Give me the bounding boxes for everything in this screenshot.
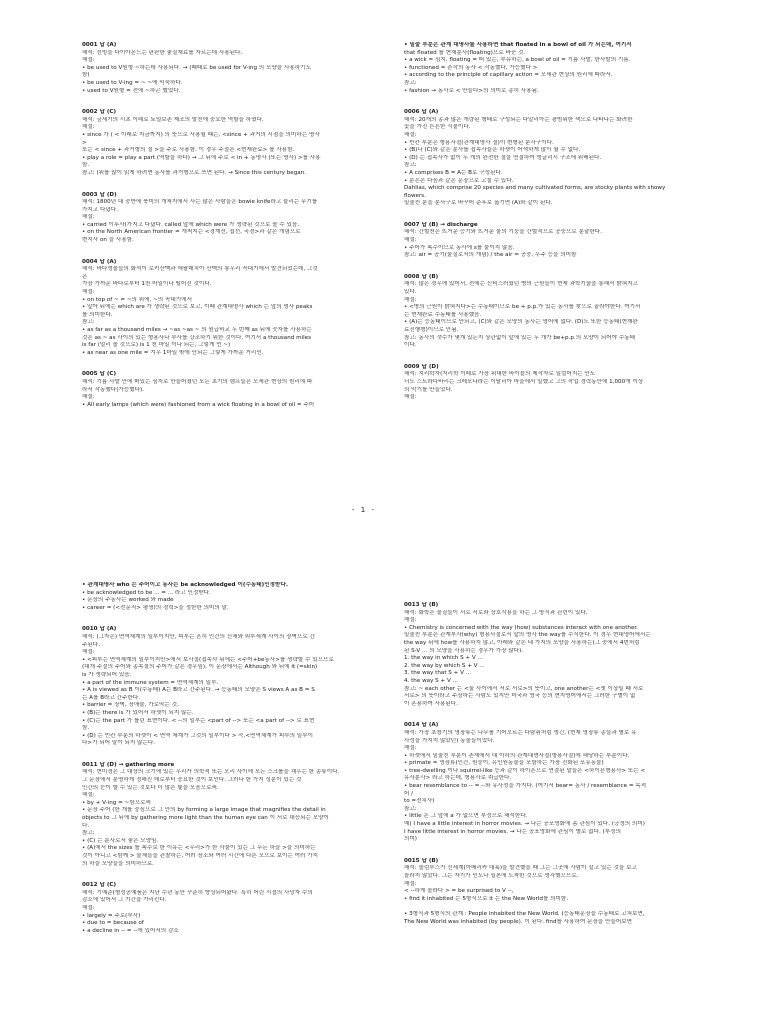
entry-line: 참고: (위를 많이 읽게 하려면 동사를 과거형으로 쓰면 된다. → Since this century began. — [82, 169, 307, 176]
entry-line: 참고: — [82, 830, 95, 837]
entry-0010 — [82, 626, 392, 748]
entry-line: 2. the way by which S + V ... — [404, 662, 485, 669]
entry-line: • 빈칸 부분은 형용사절(관계대명사 절)이 변형된 분사구이다. — [404, 139, 554, 146]
entry-line: 해석: 20개의 종과 많은 개량된 형태로 구성되는 다알리아는 광범위한 색으로 나타나는 화려한 — [404, 116, 633, 123]
entry-heading: • 밑줄 부분은 관계 대명사를 사용하면 that floated in a bowl of oil 가 되는데, 여기서 — [404, 42, 632, 48]
entry-0003 — [82, 192, 392, 245]
entry-line: 이 혼용하여 사용된다. — [404, 700, 458, 707]
entry-line: 해설: — [404, 745, 417, 752]
entry-line: objects to 그 뒤에 by gathering more light than the human eye can 이 서로 대응되는 모양이 — [82, 815, 329, 822]
entry-line: 함. — [82, 725, 90, 732]
entry-line: 것은 as ~ as 사이의 있는 형용사나 부사를 강조하기 위한 것이다. 여기서 a thousand miles — [82, 334, 312, 341]
entry-line: • A comprises B = A는 B로 구성된다. — [404, 169, 503, 176]
entry-line: 예) I have a little interest in horror movies. → 나는 공포영화에 좀 관심이 있다. (긍정의 의미) — [404, 821, 645, 828]
entry-line: • (B)나 (C)와 같은 분사를 접속사들은 하셋이 어색하게 많이 될 수 없다. — [404, 147, 581, 154]
entry-line: 해설: — [82, 394, 95, 401]
entry-line: • on top of ~ = ~의 위에, ~의 꼭대기에서 — [82, 296, 192, 303]
entry-line: 참고: — [404, 162, 417, 169]
entry-line: • barrier = 장벽, 장애물, 가로막는 것. — [82, 702, 179, 709]
entry-line: 해설: — [404, 131, 417, 138]
entry-line: 해석: 선빙을 다이아몬드는 판판한 좋질재료를 자르는데 사용된다. — [82, 49, 243, 56]
entry-line: 를 의미한다. — [82, 311, 113, 318]
entry-line: 서로> 의 뜻이라고 주장하는 사람도 있지만 미국과 영국 등의 현지영어에서는 그러한 구별이 없 — [404, 693, 636, 700]
entry-line: 해석: 화학은 물질들이 서로 서로와 상호작용을 하는 그 방식과 관련이 있다. — [404, 609, 588, 616]
entry-heading: 0014 답 (A) — [404, 722, 439, 729]
entry-line: • <병의 근원이 밝혀지다>는 수동태이므로 be + p.p.가 있는 동사를 찾으로 골라야한다. 여기서 — [404, 304, 641, 311]
entry-line: • (B)는 there is 가 있어서 하셋이 되지 않는. — [82, 709, 194, 716]
entry-line: • 문장 주어 (한 개를 중심으로 그 안의 by forming a large image that magnifies the detail in — [82, 807, 326, 814]
entry-line: the way 뒤에 how를 사용하지 않고, 아래와 같은 네 가지의 모양을 사용하는(그 중에서 4번처럼 — [404, 639, 640, 646]
entry-line: • a wick = 심지, floating = 떠 있는, 부유하는, a bowl of oil = 기름 사발, 한사발의 기름. — [404, 57, 631, 64]
entry-line: 의 악기를 만들었다. — [404, 386, 453, 393]
entry-line: • a part of the immune system = 면역체계의 일부. — [82, 679, 219, 686]
entry-line: 사성을 가지지 않았던) 동물들이었다. — [404, 737, 495, 744]
entry-line: • as near as one mile = 겨우 1마일 밖에 안되는 그렇게 가까운 거리인. — [82, 349, 264, 356]
entry-line: 참고: — [404, 805, 417, 812]
entry-line: • as far as a thousand miles → ~as ~as ~ 의 원급비교 두 번째 as 뒤에 숫자를 사용하는 — [82, 327, 312, 333]
entry-line: 해설: — [404, 237, 417, 244]
entry-heading: • 관계대명사 who 는 주어이고 동사는 be acknowledged 이(수동태)인정받다. — [82, 582, 288, 588]
entry-line: 또는 < since + 과거형의 절 >을 주로 사용함. 이 경우 주절은 <현재완료> 를 사용함. — [82, 147, 295, 154]
entry-heading: 0005 답 (C) — [82, 371, 117, 378]
entry-line: 해설: — [82, 124, 95, 131]
entry-line: • be acknowledged to be ... = ... 라고 인정받다. — [82, 589, 211, 596]
entry-line: • carried 이후사(가지고 다녔다. called 앞에 which were 가 생략된 것으로 볼 수 있음. — [82, 221, 300, 228]
entry-line: 주된다. — [82, 641, 100, 648]
entry-0009-continued — [82, 582, 392, 612]
entry-line: 너도 스트라다바리는 크레모나라는 이탈리아 마을에서 일했고 그의 작업 경력동안에 1,000개 이상 — [404, 378, 644, 385]
entry-line: 해석: 현미경은 그 대상의 크기에 있는 우리가 의학적 또는 오리 사이에 모든 스크롤을 채우는 한 종류이다. — [82, 769, 340, 776]
entry-line: The New World was inhabited (by people). 이 된다. find를 사용하여 문장을 만들어보면 — [404, 918, 633, 925]
entry-line: is 가 생략되어 있음. — [82, 671, 132, 678]
entry-line: • tree-dwelling 이나 squirrel-like 등과 같이 하이픈으로 연결된 말들은 <하이픈형용사> 또는 < — [404, 767, 646, 774]
entry-line: • A is viewed as B 이(수동태) A는 B라고 간주된다. → 능동태의 모양은 S views A as B = S — [82, 687, 315, 694]
entry-line: 1. the way in which S + V ... — [404, 655, 483, 662]
entry-line: 해석: 많은 경우에 있어서, 전에는 신비스러웠던 병의 근원들이 현재 과학기술을 통해서 밝혀지고 — [404, 281, 638, 288]
entry-line: • fashion → 동사로 < 만들다>의 의미로 종히 사용됨. — [404, 87, 539, 94]
entry-0001 — [82, 42, 392, 95]
entry-line: 해석: 금세기의 시초 이래로 토털보존 제조의 발전에 중요한 역할을 하였다. — [82, 116, 264, 123]
entry-line: • find it inhabited 는 5형식으로 it 는 the New World를 의미함. — [404, 895, 569, 902]
entry-line: 어 / — [404, 790, 414, 797]
entry-line: • (A)에서 the sizes 를 복수로 한 이유는 <우리>가 한 사물이 있는 그 무든 하늘 >을 의미하는 — [82, 845, 316, 852]
entry-line: 해석: 기름 사발 안에 떠있는 심지로 만들어졌던 모든 초기의 램프들은 모세관 현상의 원리에 따 — [82, 378, 313, 385]
entry-line: • 분은은 다음과 같은 문장으로 고칠 수 있다. — [404, 177, 514, 184]
entry-line: 해설: — [82, 649, 95, 656]
entry-line: • career = (<전문직> 평생)의 경력>을 정한한 의미의 말. — [82, 604, 229, 611]
entry-line: 해설: — [404, 880, 417, 887]
entry-0007 — [404, 222, 716, 260]
entry-line: 는 A를 B라고 간주한다. — [82, 694, 141, 701]
entry-line: 해석: (그자손) 면역체계의 일부이지만, 피부는 흔히 인간의 신체와 외부세계 사이의 장벽으로 간 — [82, 633, 315, 640]
entry-line: • be used to V원형 ~하는데 사용되다. → (때때로 be used for V-ing 의 모양을 사용하기도 — [82, 64, 311, 71]
entry-line: 밑줄친 부분은 관계부사(why) 형용사절로서 앞의 명사 the way를 수식한다. 이 경우 현대영어에서는 — [404, 632, 651, 639]
entry-line: • used to V원형 = 전에 ~하곤 했었다. — [82, 87, 181, 94]
entry-line: 참고: — [404, 79, 417, 86]
entry-line: > — [82, 139, 87, 146]
entry-line: 감소에 있어서 그 기간을 가리킨다. — [82, 897, 167, 904]
entry-line: 해석: 기예준(형성공예품은 지난 수년 동안 꾸준히 향상되어왔다. 특히 어린 시절의 사망자 수의 — [82, 889, 313, 896]
entry-heading: 0013 답 (B) — [404, 602, 439, 608]
entry-heading: 0003 답 (D) — [82, 191, 117, 198]
entry-line: 다. — [82, 822, 90, 829]
column-left-top — [82, 42, 392, 423]
entry-heading: 0001 답 (A) — [82, 42, 117, 48]
entry-heading: 0010 답 (A) — [82, 626, 117, 633]
entry-line: Dahlias, which comprise 20 species and many cultivated forms, are stocky plants with showy — [404, 185, 666, 192]
entry-heading: 0011 답 (D) → gathering more — [82, 761, 175, 768]
entry-line: 함. — [82, 162, 90, 169]
entry-line: 있다. — [404, 289, 417, 296]
entry-line: • 앞아 뒤에는 which are 가 생략된 것으로 보고, 이때 관계대명사 which 는 앞의 명사 peaks — [82, 304, 313, 311]
entry-line: 참고: — [82, 319, 95, 326]
entry-line: 변지사 on 을 사용함. — [82, 237, 134, 244]
entry-line: 해설: — [82, 904, 95, 911]
entry-0009 — [404, 364, 716, 402]
entry-line: • largely = 주로(부사) — [82, 912, 141, 919]
entry-heading: 0007 답 (B) → discharge — [404, 221, 478, 228]
entry-line — [404, 903, 716, 911]
entry-line: 인간의 눈이 할 수 있는 것보다 더 많은 빛을 모음으로써. — [82, 784, 219, 791]
entry-line: 유사분사> 라고 하는데, 형용사로 취급한다. — [404, 775, 512, 782]
entry-line: 것이 아니고 <함께 > 물체들을 관찰하는, 여러 장소와 여러 시간에 다른 모으로 보이는 여러 가지 — [82, 853, 318, 859]
entry-line: 해석: 콜럼부스가 신세계(아메리카 대륙)을 발견했을 때 그는 그곳에 사람이 살고 있는 것을 보고 — [404, 865, 637, 872]
entry-line: • bear resemblance to -- = --와 유사성을 가지다. (여기서 bear= 동사 / resemblance = 목적 — [404, 783, 647, 790]
entry-line: 해설: — [404, 296, 417, 303]
entry-line: • little 은 그 앞에 a 가 없으면 부정으로 해석한다. — [404, 813, 528, 820]
entry-0015 — [404, 858, 716, 926]
entry-line: 해석: 가장 초창기의 영장류는 나무를 기어오르는 다람쥐처럼 생긴, (현재 영장류 종들과 별로 유 — [404, 729, 637, 736]
entry-line: • due to = because of — [82, 920, 144, 927]
entry-0005-continued — [404, 42, 716, 95]
entry-line: • on the North American frontier = 개척지는 <경계선, 접선, 국경>과 같은 개념으로 — [82, 229, 301, 236]
entry-line: 해석: 1800년 대 중반에 북미의 개척지에서 사는 많은 사람들은 bowie knife라고 불리는 무기를 — [82, 199, 318, 206]
entry-line: flowers. — [404, 192, 426, 199]
entry-line: 해설: — [404, 394, 417, 401]
entry-line: that floated 를 현재분사(floating)으로 바꾼 것. — [404, 49, 526, 56]
entry-line: • All early lamps (which were) fashioned from a wick floating in a bowl of oil = 주어 — [82, 401, 315, 408]
entry-line: • a decline in -- = --에 있어서의 감소 — [82, 927, 179, 934]
entry-line: 3. the way that S + V ... — [404, 670, 472, 677]
column-left-bottom — [82, 582, 392, 949]
entry-heading: 0008 답 (B) — [404, 273, 439, 280]
entry-line: 해설: — [404, 617, 417, 624]
entry-line: 된 S-V ... 의 모양을 사용하는 경우가 가장 많다). — [404, 647, 524, 654]
entry-line: 밑줄친 분을 분사구로 바꾸어 준후로 옮기면 (A)와 같이 된다. — [404, 200, 553, 207]
entry-heading: 0012 답 (C) — [82, 882, 117, 889]
entry-line: • (C)는 the part 가 틀린 표현이다. < --의 일부는 <part of --> 또는 <a part of --> 로 표현 — [82, 717, 315, 724]
entry-line: 참고: 동사의 갯수가 몇개 있든지 상관없이 앞에 있는 두 개가 be+p.p.의 모양이 되어야 수동태 — [404, 334, 636, 341]
entry-line: • according to the principle of capillary action = 모세관 현상의 원리에 따라서. — [404, 72, 613, 79]
entry-line: 은 — [82, 273, 88, 280]
entry-0006 — [404, 109, 716, 208]
page-number: - 1 - — [352, 506, 376, 514]
entry-line: I have little interest in horror movies. → 나는 공포영화에 관심이 별로 없다. (부정의 — [404, 828, 621, 835]
entry-line: 해석: 지리학자(지리학 이래로 가장 위대한 바이블의 제작자로 일컬어지는 안도 — [404, 371, 596, 378]
entry-line: • since 가 ( < 이래로 지금까지) 의 뜻으로 사용될 때는, <since + 과거의 시점을 의미하는 명사 — [82, 131, 320, 138]
entry-line: (대개 주절의 주어와 종속절의 주어가 같은 경우임), 이 문장에서는 Although 와 뒤에 it (=skin) — [82, 664, 318, 671]
entry-line: • primate = 영장류(인간, 원숭이, 유인원동물을 포함하는 가장 진화된 포유동물) — [404, 760, 604, 767]
entry-line: • (D) 는 빈칸 부분의 하셋이 < 면역 체계가 그것의 일부이다 > 즉,<면역체계가 피부의 일부이 — [82, 732, 314, 739]
entry-0011 — [82, 762, 392, 868]
entry-heading: 0015 답 (B) — [404, 857, 439, 864]
entry-line: to =전치사) — [404, 798, 435, 805]
entry-line: • 문장의 주동사는 worked 와 made — [82, 597, 174, 604]
entry-line: 4. the way S + V ... — [404, 677, 458, 684]
entry-line: 해석: 간헐천은 뜨거운 증기와 뜨거운 물의 기둥을 간헐적으로 공중으로 분출한다. — [404, 229, 602, 236]
entry-line: • <피부는 면역체계의 일부이지만>에서 보사절(접속사 뒤에는 <주어+be동사>를 생략할 수 있으므로 — [82, 656, 334, 663]
entry-line: • be used to V-ing = ~ ~에 익숙하다. — [82, 79, 183, 86]
entry-line: 해석: 바다생물들의 화석이 로키산맥과 애팔래치아 산맥의 봉우리 꼭대기에서 발견되었는데, 그것 — [82, 266, 318, 273]
entry-line: 가장 가까운 바다로부터 1천 마일이나 떨어진 것이다. — [82, 281, 212, 288]
entry-line: < --하게 놀라다 > = be surprised to V --, — [404, 888, 514, 895]
entry-line: 의 하늘 모양들을 의미하므로. — [82, 860, 154, 867]
entry-line: 해설: — [82, 214, 95, 221]
entry-0002 — [82, 109, 392, 177]
entry-line: • (C) 는 분사로서 좋은 모양임. — [82, 837, 159, 844]
entry-heading: 0004 답 (A) — [82, 258, 117, 265]
entry-line: 참고: ~ each other 는 <둘 사이에서 서로 서로>의 뜻이고, one another는 <셋 이상일 때 서로 — [404, 685, 644, 692]
column-right-bottom — [404, 602, 716, 940]
entry-line: 놀라지 않았다. 그는 자기가 인도나 일본에 도착한 것으로 생각했으므로. — [404, 873, 579, 879]
entry-line: 꽃을 가진 튼튼한 식물이다. — [404, 124, 471, 131]
entry-0008 — [404, 274, 716, 350]
entry-line: 이다. — [404, 342, 417, 349]
entry-heading: 0009 답 (D) — [404, 363, 439, 370]
entry-line: 의미) — [404, 836, 417, 843]
entry-0012 — [82, 882, 392, 935]
entry-line: is far (멀리 볼 것으로) is 1 천 마일 이나 되는, 그렇게 먼 ~) — [82, 342, 231, 349]
entry-line: • functioned = 존작의 동사 < 작동했다, 가능했다 > — [404, 64, 538, 71]
entry-line: 참고: air = 공기(물질로서의 개념) / the air = 공중, 우주 등을 의미함 — [404, 252, 577, 259]
entry-line: • 하셋에서 밑줄친 부분이 존재에서 대 이하의 관계대명사절(형용사절)에 해당하는 부분이다. — [404, 752, 630, 759]
entry-line: 라서 작동했다(가능했다). — [82, 386, 144, 393]
entry-0004 — [82, 259, 392, 358]
entry-line: • play a role = play a part (역할을 하다) → 그 뒤에 주로 < in + 동명사 (또는 명사) >를 사용 — [82, 154, 321, 161]
entry-line: • (A)는 능동태이므로 안되고, (C)와 같은 모양의 동사는 영어에 없다. (D)도 또한 능동태(현재완 — [404, 319, 638, 326]
entry-line: 함) — [82, 72, 90, 79]
entry-line: 는 현재완료 수동태를 사용했음. — [404, 311, 482, 318]
column-right-top — [404, 42, 716, 416]
entry-line: 해설: — [82, 57, 95, 64]
entry-heading: 0006 답 (A) — [404, 109, 439, 116]
entry-line: • Chemistry is concerned with the way (how) substances interact with one another. — [404, 624, 638, 631]
entry-heading: 0002 답 (C) — [82, 109, 117, 116]
entry-line: 료진행형)이므로 안됨. — [404, 327, 459, 333]
entry-line: • by + V-ing = ~함으로써 — [82, 799, 151, 806]
entry-line: 해설: — [82, 792, 95, 799]
entry-line: • 주어가 복수이므로 동사에 s를 붙이지 않음. — [404, 244, 515, 251]
entry-line: 해설: — [82, 289, 95, 296]
entry-0005 — [82, 371, 392, 409]
entry-0013 — [404, 602, 716, 708]
entry-line: 그 문장에서 분명하게 정해진 데로부터 중요한 것이 보인다. 그러나 한 가지 성분이 있는 것 — [82, 777, 302, 784]
entry-line: 다>가 되어 말이 되지 않는다. — [82, 740, 156, 747]
entry-line: • (D) 는 접속사가 없이 두 개의 완전한 절을 연결하여 앵글리시 구조에 위배된다. — [404, 154, 602, 161]
entry-line: 가지고 다녔다. — [82, 206, 118, 213]
entry-0014 — [404, 722, 716, 844]
entry-line: • 3형식과 5형식의 관계 : People inhabited the New World. (능동태문장을 수동태로 고쳐보면, — [404, 910, 645, 917]
